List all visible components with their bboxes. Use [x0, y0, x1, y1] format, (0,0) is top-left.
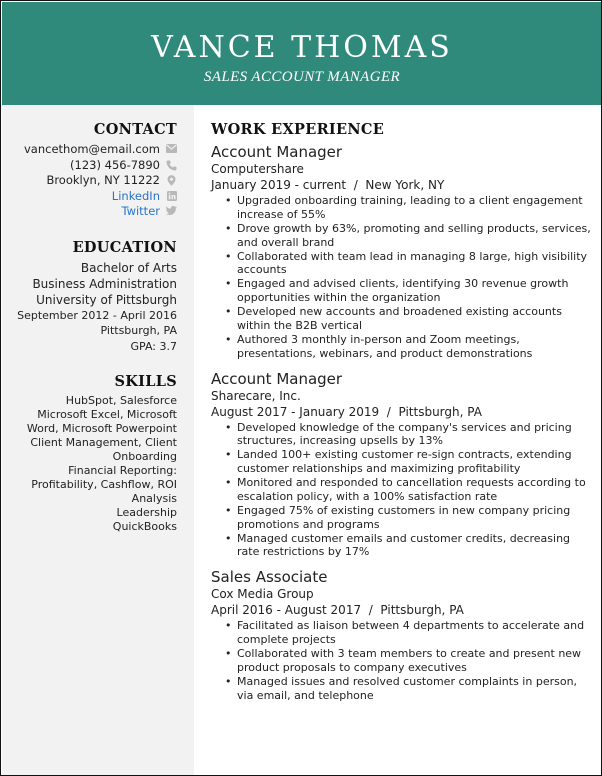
contact-location-text: Brooklyn, NY 11222: [46, 173, 160, 187]
education-degree: Bachelor of Arts: [80, 260, 177, 275]
education-major: Business Administration: [32, 276, 177, 291]
skill-item: Leadership: [116, 506, 177, 519]
job-separator: /: [368, 603, 373, 618]
job-bullet: • Collaborated with team lead in managing 8 large, high visibility accounts: [227, 250, 591, 278]
skill-item: HubSpot, Salesforce: [65, 394, 177, 407]
job-title: Sales Associate: [211, 568, 328, 587]
job-bullet: • Engaged 75% of existing customers in new company pricing promotions and programs: [227, 504, 591, 532]
job-bullet: • Developed new accounts and broadened existing accounts within the B2B vertical: [227, 305, 591, 333]
location-pin-icon: [166, 175, 177, 186]
job-bullets: [227, 194, 591, 361]
job-dates: January 2019 - current: [211, 178, 347, 192]
work-experience-heading: WORK EXPERIENCE: [211, 121, 385, 138]
job-bullet: • Facilitated as liaison between 4 departments to accelerate and complete projects: [227, 619, 591, 647]
skill-item: Microsoft Excel, Microsoft Word, Microsoft Powerpoint: [26, 408, 177, 435]
contact-email[interactable]: [2, 142, 177, 158]
twitter-link[interactable]: Twitter: [121, 204, 160, 218]
education-school: University of Pittsburgh: [36, 292, 177, 307]
envelope-icon: [166, 144, 177, 155]
job-company: Computershare: [211, 162, 304, 176]
contact-linkedin[interactable]: [2, 189, 177, 205]
job-bullet: • Managed issues and resolved customer complaints in person, via email, and telephone: [227, 675, 591, 703]
skill-item: QuickBooks: [112, 520, 177, 533]
job-company: Cox Media Group: [211, 587, 314, 602]
job-title: Account Manager: [211, 143, 343, 161]
job-entry: [211, 142, 591, 361]
job-company: Sharecare, Inc.: [211, 388, 301, 403]
job-dates: August 2017 - January 2019: [211, 404, 380, 419]
contact-twitter[interactable]: [2, 204, 177, 220]
job-bullet: • Managed customer emails and customer credits, decreasing rate restrictions by 17%: [227, 532, 591, 560]
resume-header: [2, 2, 602, 105]
contact-heading: CONTACT: [93, 121, 177, 138]
job-bullet: • Drove growth by 63%, promoting and selling products, services, and overall brand: [227, 222, 591, 250]
skill-item: Financial Reporting: Profitability, Cashflow, ROI Analysis: [31, 464, 177, 505]
education-gpa: GPA: 3.7: [130, 339, 177, 353]
candidate-title: SALES ACCOUNT MANAGER: [203, 69, 401, 85]
job-bullets: [227, 619, 591, 702]
job-bullets: [227, 421, 591, 560]
contact-section: [2, 121, 177, 220]
education-section: [2, 239, 177, 355]
job-dates: April 2016 - August 2017: [211, 603, 362, 618]
job-bullet: • Collaborated with 3 team members to create and present new product proposals to company executives: [227, 647, 591, 675]
education-location: Pittsburgh, PA: [100, 324, 177, 337]
job-separator: /: [353, 178, 358, 192]
job-location: New York, NY: [365, 178, 445, 192]
job-bullet: • Authored 3 monthly in-person and Zoom meetings, presentations, webinars, and product demonstrations: [227, 333, 591, 361]
education-dates: September 2012 - April 2016: [17, 308, 177, 322]
job-location: Pittsburgh, PA: [380, 603, 464, 618]
job-bullet: • Engaged and advised clients, identifying 30 revenue growth opportunities within the organization: [227, 277, 591, 305]
job-bullet: • Landed 100+ existing customer re-sign contracts, extending customer relationships and maximizing profitability: [227, 448, 591, 476]
phone-icon: [166, 160, 177, 171]
job-separator: /: [386, 404, 391, 419]
skill-item: Client Management, Client Onboarding: [30, 436, 177, 463]
job-entry: [211, 567, 591, 702]
job-bullet: • Monitored and responded to cancellation requests according to escalation policy, with a 100% satisfaction rate: [227, 476, 591, 504]
education-heading: EDUCATION: [72, 238, 177, 256]
job-meta: [211, 602, 591, 618]
job-bullet: • Developed knowledge of the company's services and pricing structures, increasing upsells by 13%: [227, 421, 591, 449]
skills-section: [2, 373, 177, 534]
contact-phone-text[interactable]: (123) 456-7890: [70, 157, 160, 172]
linkedin-link[interactable]: LinkedIn: [111, 188, 160, 203]
job-meta: [211, 404, 591, 420]
contact-email-text[interactable]: vancethom@email.com: [23, 142, 160, 156]
twitter-icon: [166, 206, 177, 217]
main-content: [211, 105, 591, 703]
job-meta: [211, 177, 591, 193]
sidebar: [2, 105, 194, 776]
job-title: Account Manager: [211, 369, 343, 388]
job-entry: [211, 369, 591, 560]
job-bullet: • Upgraded onboarding training, leading to a client engagement increase of 55%: [227, 194, 591, 222]
job-location: Pittsburgh, PA: [398, 404, 482, 419]
linkedin-icon: [166, 191, 177, 202]
skills-heading: SKILLS: [114, 373, 177, 390]
contact-phone[interactable]: [2, 158, 177, 174]
candidate-name: VANCE THOMAS: [151, 30, 453, 65]
contact-location: [2, 173, 177, 189]
